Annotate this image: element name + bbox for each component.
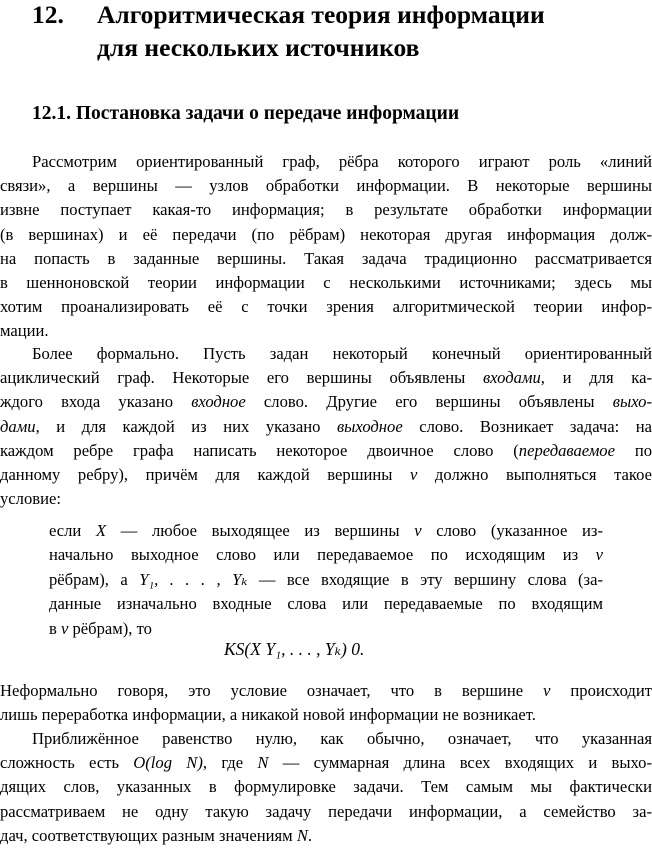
- condition-line: данные изначально входные слова или передаваемые по входящим: [49, 594, 603, 614]
- paragraph-line: каждом ребре графа написать некоторое двоичное слово (передаваемое по: [0, 440, 652, 460]
- term-outputs-part: выхо-: [612, 392, 652, 412]
- paragraph-4: [0, 727, 652, 848]
- var-y-list: Y₁, . . . , Yₖ: [139, 569, 248, 589]
- paragraph-3: [0, 679, 652, 727]
- paragraph-line: данному ребру), причём для каждой вершины v должно выполняться такое: [0, 465, 652, 485]
- paragraph-line: дами, и для каждой из них указано выходное слово. Возникает задача: на: [0, 416, 652, 436]
- var-v: v: [409, 465, 418, 485]
- paragraph-line: Рассмотрим ориентированный граф, рёбра которого играют роль «линий: [32, 152, 652, 171]
- paragraph-line: Приближённое равенство нулю, как обычно, означает, что указанная: [32, 729, 652, 748]
- var-v: v: [60, 618, 69, 638]
- paragraph-line: лишь переработка информации, а никакой новой информации не возникает.: [0, 705, 536, 725]
- condition-block: [49, 519, 603, 641]
- var-v: v: [414, 521, 422, 540]
- term-input-word: входное: [191, 392, 246, 412]
- section-title: 12.1. Постановка задачи о передаче информации: [32, 103, 460, 124]
- var-v: v: [543, 681, 551, 700]
- paragraph-line: рассматриваем не одну такую задачу передачи информации, а семейство за-: [0, 801, 652, 821]
- paragraph-line: извне поступает какая-то информация; в результате обработки информации: [0, 200, 652, 220]
- paragraph-line: хотим проанализировать её с точки зрения алгоритмической теории инфор-: [0, 297, 652, 317]
- term-outputs-end: дами: [0, 416, 36, 436]
- term-output-word: выходное: [336, 416, 403, 436]
- paragraph-line: ждого входа указано входное слово. Другие его вершины объявлены выхо-: [0, 392, 652, 412]
- paragraph-line: Неформально говоря, это условие означает, что в вершине v происходит: [0, 681, 652, 700]
- paragraph-1: [0, 150, 652, 344]
- condition-line: в v рёбрам), то: [49, 618, 152, 638]
- var-n: N: [257, 753, 269, 773]
- paragraph-line: мации.: [0, 321, 49, 341]
- paragraph-line: ациклический граф. Некоторые его вершины объявлены входами, и для ка-: [0, 368, 652, 388]
- condition-line: если X — любое выходящее из вершины v слово (указанное из-: [49, 521, 604, 540]
- big-o-expression: O(log N): [133, 753, 203, 773]
- paragraph-line: связи», а вершины — узлов обработки информации. В некоторые вершины: [0, 176, 652, 196]
- condition-line: начально выходное слово или передаваемое по исходящим из v: [49, 545, 603, 565]
- paragraph-line: дящих слов, указанных в формулировке задачи. Тем самым мы фактически: [0, 777, 652, 797]
- paragraph-line: Более формально. Пусть задан некоторый конечный ориентированный: [32, 344, 652, 363]
- paragraph-line: сложность есть O(log N), где N — суммарная длина всех входящих и выхо-: [0, 753, 652, 773]
- var-v: v: [595, 545, 603, 565]
- var-x: X: [95, 521, 107, 540]
- paragraph-line: (в вершинах) и её передачи (по рёбрам) некоторая другая информация долж-: [0, 224, 652, 244]
- paragraph-line: дач, соответствующих разным значениям N.: [0, 825, 313, 845]
- paragraph-line: на попасть в заданные вершины. Такая задача традиционно рассматривается: [0, 248, 652, 268]
- condition-line: рёбрам), а Y₁, . . . , Yₖ — все входящие в эту вершину слова (за-: [49, 569, 603, 589]
- term-transmitted: передаваемое: [518, 440, 615, 460]
- paragraph-2: [0, 342, 652, 511]
- paragraph-line: в шенноновской теории информации с несколькими источниками; здесь мы: [0, 273, 652, 293]
- var-n: N: [296, 825, 308, 845]
- complexity-formula: KS(X Y₁, . . . , Yₖ) 0.: [224, 639, 365, 659]
- term-inputs: входами: [482, 368, 541, 388]
- paragraph-line: условие:: [0, 489, 61, 509]
- chapter-title-line-1: Алгоритмическая теория информации: [97, 0, 545, 29]
- chapter-number: 12.: [32, 0, 64, 29]
- chapter-title-line-2: для нескольких источников: [97, 33, 420, 62]
